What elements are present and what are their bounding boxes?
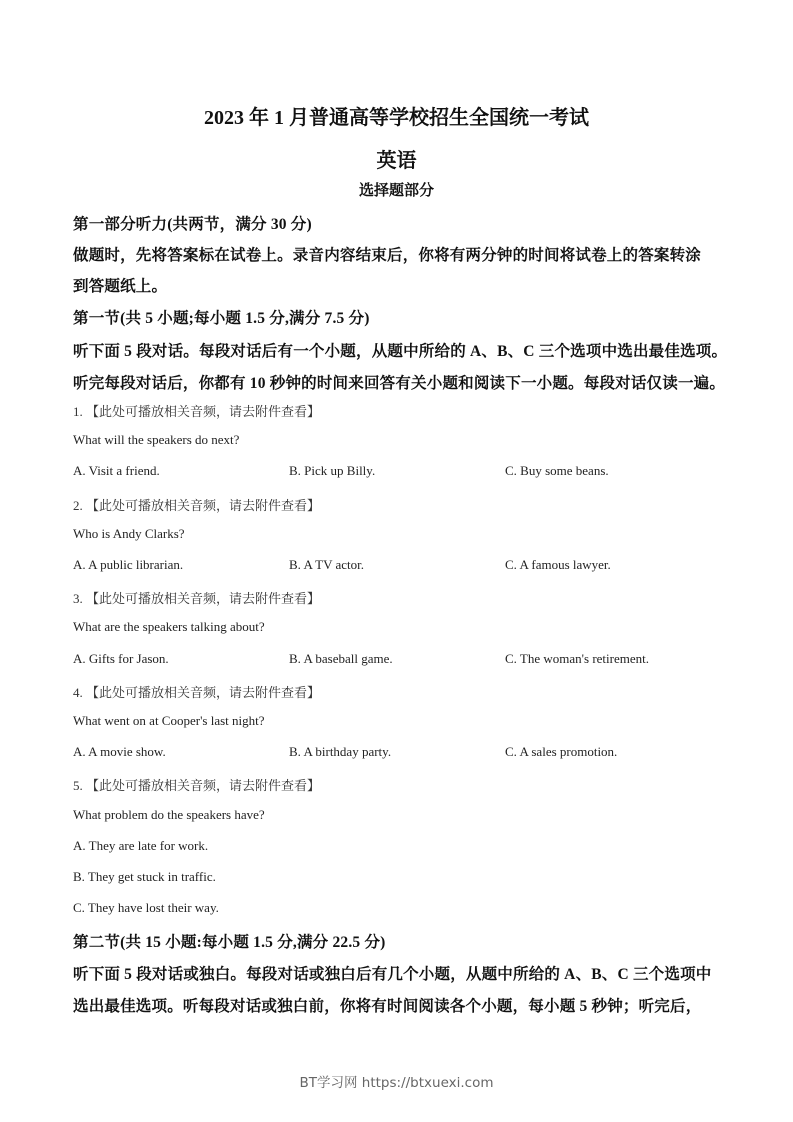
option-4b: B. A birthday party. bbox=[289, 744, 392, 759]
question-stem-3: What are the speakers talking about? bbox=[73, 619, 265, 634]
subject-title: 英语 bbox=[376, 150, 417, 172]
option-2a: A. A public librarian. bbox=[73, 557, 184, 572]
exam-title: 2023 年 1 月普通高等学校招生全国统一考试 bbox=[204, 107, 589, 129]
option-5a: A. They are late for work. bbox=[73, 838, 209, 853]
question-stem-4: What went on at Cooper's last night? bbox=[73, 713, 265, 728]
part-label: 选择题部分 bbox=[358, 183, 434, 199]
section2-instructions-1: 听下面 5 段对话或独白。每段对话或独白后有几个小题，从题中所给的 A、B、C 三个选项中 bbox=[73, 966, 712, 983]
option-4c: C. A sales promotion. bbox=[505, 744, 618, 759]
option-2c: C. A famous lawyer. bbox=[505, 557, 611, 572]
option-4a: A. A movie show. bbox=[73, 744, 166, 759]
question-stem-1: What will the speakers do next? bbox=[73, 432, 240, 447]
option-5c: C. They have lost their way. bbox=[73, 900, 219, 915]
watermark-footer: BT学习网 https://btxuexi.com bbox=[299, 1075, 494, 1091]
question-stem-5: What problem do the speakers have? bbox=[73, 807, 265, 822]
audio-placeholder-2[interactable]: 2. 【此处可播放相关音频，请去附件查看】 bbox=[73, 498, 321, 513]
question-stem-2: Who is Andy Clarks? bbox=[73, 526, 185, 541]
option-3c: C. The woman's retirement. bbox=[505, 651, 649, 666]
option-3b: B. A baseball game. bbox=[289, 651, 393, 666]
option-1a: A. Visit a friend. bbox=[73, 463, 160, 478]
audio-placeholder-5[interactable]: 5. 【此处可播放相关音频，请去附件查看】 bbox=[73, 778, 321, 793]
option-1c: C. Buy some beans. bbox=[505, 463, 609, 478]
audio-placeholder-1[interactable]: 1. 【此处可播放相关音频，请去附件查看】 bbox=[73, 404, 321, 419]
section1-heading: 第一节(共 5 小题;每小题 1.5 分,满分 7.5 分) bbox=[73, 310, 370, 327]
section2-instructions-2: 选出最佳选项。听每段对话或独白前，你将有时间阅读各个小题，每小题 5 秒钟；听完后， bbox=[73, 998, 702, 1015]
audio-placeholder-3[interactable]: 3. 【此处可播放相关音频，请去附件查看】 bbox=[73, 591, 321, 606]
option-1b: B. Pick up Billy. bbox=[289, 463, 376, 478]
option-5b: B. They get stuck in traffic. bbox=[73, 869, 216, 884]
listening-instructions-1: 做题时，先将答案标在试卷上。录音内容结束后，你将有两分钟的时间将试卷上的答案转涂 bbox=[73, 247, 702, 264]
section1-instructions-1: 听下面 5 段对话。每段对话后有一个小题，从题中所给的 A、B、C 三个选项中选出最佳选项。 bbox=[73, 343, 728, 360]
audio-placeholder-4[interactable]: 4. 【此处可播放相关音频，请去附件查看】 bbox=[73, 685, 321, 700]
option-2b: B. A TV actor. bbox=[289, 557, 364, 572]
option-3a: A. Gifts for Jason. bbox=[73, 651, 169, 666]
section1-instructions-2: 听完每段对话后，你都有 10 秒钟的时间来回答有关小题和阅读下一小题。每段对话仅读一遍。 bbox=[73, 375, 726, 392]
listening-heading: 第一部分听力(共两节，满分 30 分) bbox=[73, 216, 312, 233]
section2-heading: 第二节(共 15 小题:每小题 1.5 分,满分 22.5 分) bbox=[73, 934, 386, 951]
listening-instructions-2: 到答题纸上。 bbox=[73, 278, 168, 295]
